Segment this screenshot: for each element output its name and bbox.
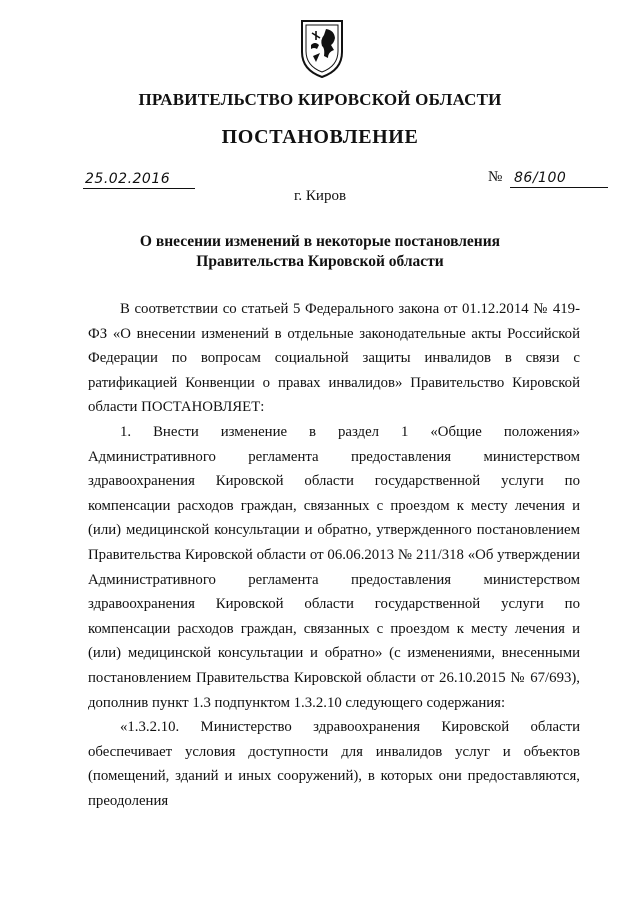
date-field [83, 168, 195, 189]
paragraph-quote: «1.3.2.10. Министерство здравоохранения Кировской области обеспечивает условия доступности для инвалидов услуг и объектов (помещений, зданий и иных сооружений), в которых они предоставляются, преодоления [88, 719, 580, 809]
city: г. Киров [293, 188, 347, 204]
paragraph-item-1: 1. Внести изменение в раздел 1 «Общие положения» Административного регламента предоставления министерством здравоохранения Кировской области государственной услуги по компенсации расходов граждан, связанных с проездом к месту лечения и (или) медицинской консультации и обратно, утвержденного постановлением Правительства Кировской области от 06.06.2013 № 211/318 «Об утверждении Административного регламента предоставления министерством здравоохранения Кировской области государственной услуги по компенсации расходов граждан, связанных с проездом к месту лечения и (или) медицинской консультации и обратно» (с изменениями, внесенными постановлением Правительства Кировской области от 26.10.2015 № 67/693), дополнив пункт 1.3 подпунктом 1.3.2.10 следующего содержания: [88, 423, 580, 711]
document-body [88, 297, 580, 813]
subject-line-1: О внесении изменений в некоторые постановления [139, 233, 501, 250]
number-underline [510, 167, 608, 188]
kirov-region-coat-of-arms-icon [298, 18, 346, 80]
handwritten-number: 86/100 [514, 170, 567, 186]
document-type-title: ПОСТАНОВЛЕНИЕ [221, 126, 419, 148]
document-subject [90, 232, 550, 272]
subject-line-2: Правительства Кировской области [196, 253, 444, 270]
number-sign: № [488, 169, 503, 185]
handwritten-date: 25.02.2016 [85, 171, 171, 187]
paragraph-preamble: В соответствии со статьей 5 Федерального закона от 01.12.2014 № 419-ФЗ «О внесении изменений в отдельные законодательные акты Российской Федерации по вопросам социальной защиты инвалидов в связи с ратификацией Конвенции о правах инвалидов» Правительство Кировской области ПОСТАНОВЛЯЕТ: [88, 301, 580, 416]
government-title: ПРАВИТЕЛЬСТВО КИРОВСКОЙ ОБЛАСТИ [138, 90, 502, 109]
